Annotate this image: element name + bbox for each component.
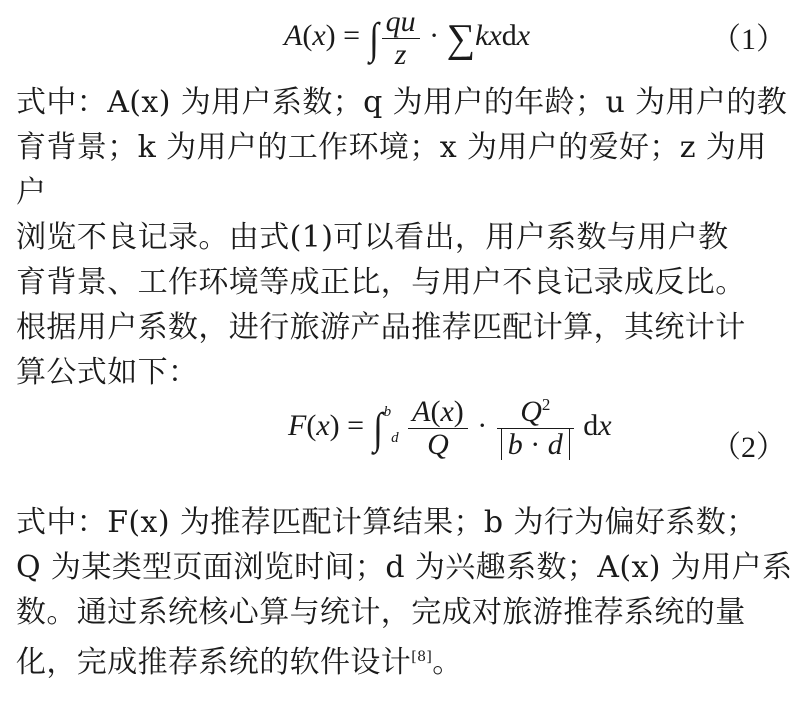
equation-2-number: （2） — [711, 431, 786, 464]
paragraph-1-line: 浏览不良记录。由式(1)可以看出，用户系数与用户教 — [16, 220, 729, 255]
paragraph-1-line: 算公式如下： — [16, 355, 199, 390]
paragraph-1-line: 育背景；k 为用户的工作环境；x 为用户的爱好；z 为用户 — [16, 130, 767, 210]
paragraph-2 — [16, 500, 796, 685]
paragraph-2-line: 式中：F(x) 为推荐匹配计算结果；b 为行为偏好系数； — [16, 505, 757, 540]
paragraph-1 — [16, 80, 796, 395]
equation-2-formula: F(x) = ∫bd $\frac{A(x)}{Q}$ · $\frac{Q^2}{b \cdot d}$ dx — [288, 395, 612, 461]
sentence-end: 。 — [432, 645, 463, 680]
paragraph-1-line: 式中：A(x) 为用户系数；q 为用户的年龄；u 为用户的教 — [16, 85, 788, 120]
paragraph-2-last-line — [16, 635, 796, 685]
equation-1-number: （1） — [711, 23, 786, 56]
paragraph-1-line: 根据用户系数，进行旅游产品推荐匹配计算，其统计计 — [16, 310, 746, 345]
citation-reference[interactable]: [8] — [411, 649, 433, 665]
paragraph-1-line: 育背景、工作环境等成正比，与用户不良记录成反比。 — [16, 265, 746, 300]
paragraph-2-line: 化，完成推荐系统的软件设计 — [16, 645, 412, 680]
equation-2 — [0, 392, 800, 492]
equation-1-formula: A(x) = ∫ $\frac{qu}{z}$ · ∑kxdx — [284, 5, 531, 71]
paragraph-2-line: 数。通过系统核心算与统计，完成对旅游推荐系统的量 — [16, 595, 746, 630]
paragraph-2-line: Q 为某类型页面浏览时间；d 为兴趣系数；A(x) 为用户系 — [16, 550, 793, 585]
equation-1 — [0, 2, 800, 71]
